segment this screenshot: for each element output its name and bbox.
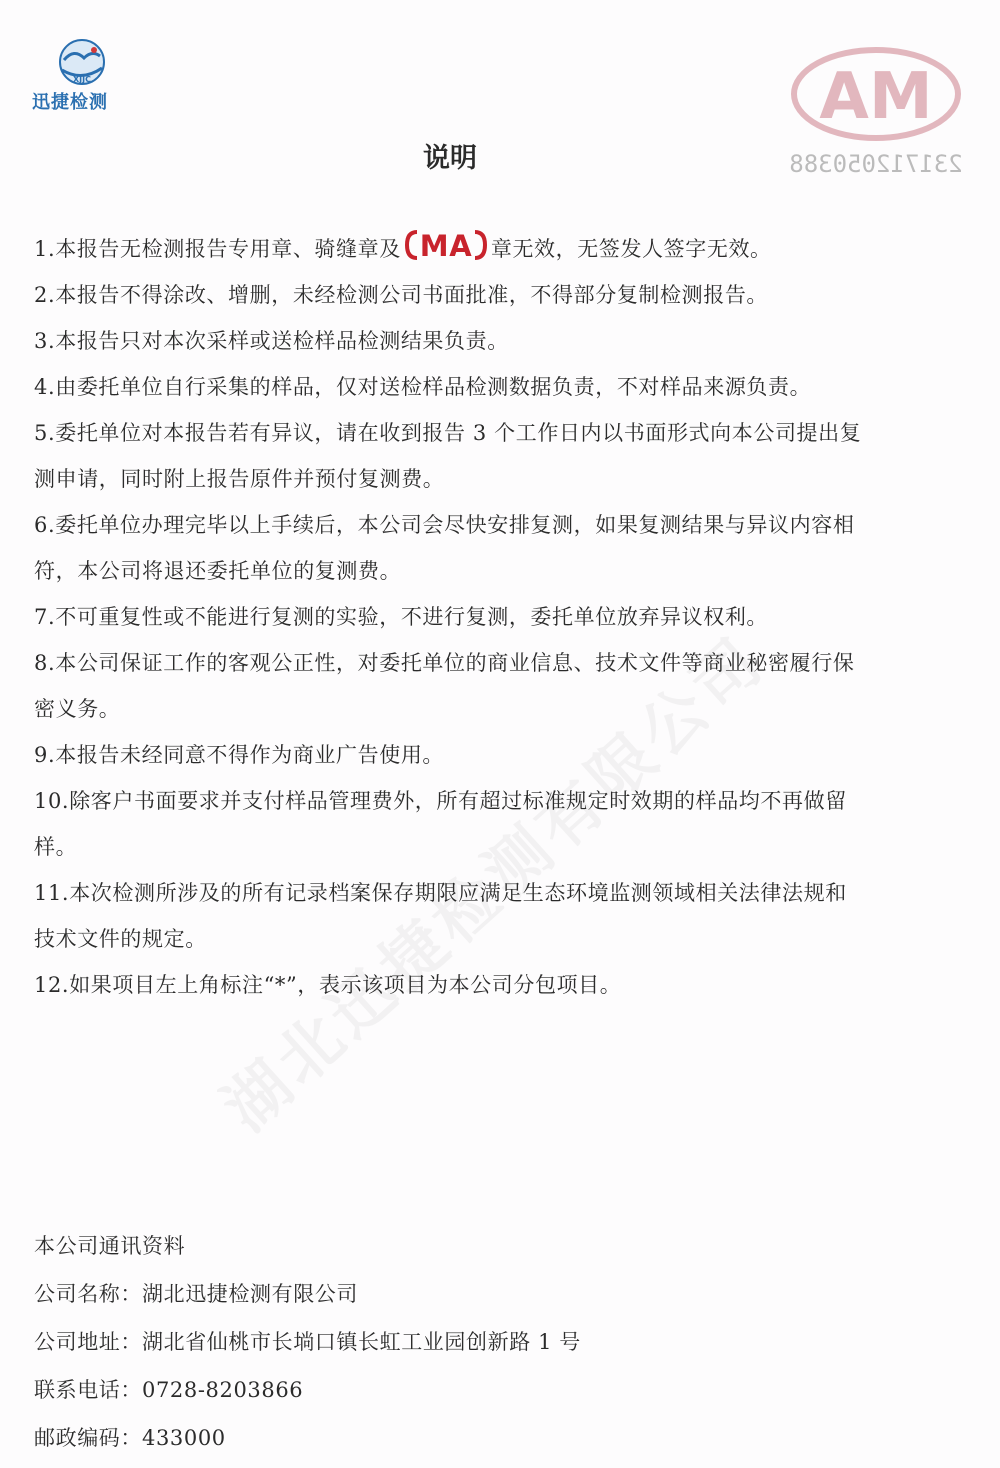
logo-initials: XJJC [73,75,91,84]
notice-item-8: 8.本公司保证工作的客观公正性，对委托单位的商业信息、技术文件等商业秘密履行保密义务。 [34,651,855,721]
company-phone: 联系电话：0728-8203866 [34,1378,304,1402]
stamp-letters: MA [819,60,933,134]
page-title: 说明 [423,143,477,174]
notice-item-4: 4.由委托单位自行采集的样品，仅对送检样品检测数据负责，不对样品来源负责。 [34,375,812,399]
notice-item-9: 9.本报告未经同意不得作为商业广告使用。 [34,743,445,767]
logo-text: 迅捷检测 [32,92,108,113]
company-address: 公司地址：湖北省仙桃市长埫口镇长虹工业园创新路 1 号 [34,1330,581,1354]
notice-item-1 [34,226,864,272]
notice-item-12: 12.如果项目左上角标注“*”，表示该项目为本公司分包项目。 [34,973,622,997]
notice-item-11: 11.本次检测所涉及的所有记录档案保存期限应满足生态环境监测领域相关法律法规和技术文件的规定。 [34,881,847,951]
notice-item-1-after: 章无效，无签发人签字无效。 [490,237,772,261]
contact-info [34,1222,894,1462]
notice-item-5: 5.委托单位对本报告若有异议，请在收到报告 3 个工作日内以书面形式向本公司提出复测申请，同时附上报告原件并预付复测费。 [34,421,862,491]
ma-mark-icon [403,228,489,262]
notice-item-3: 3.本报告只对本次采样或送检样品检测结果负责。 [34,329,509,353]
stamp-number: 231712050388 [789,150,963,178]
company-postcode: 邮政编码：433000 [34,1426,226,1450]
notice-item-2: 2.本报告不得涂改、增删，未经检测公司书面批准，不得部分复制检测报告。 [34,283,769,307]
notice-list [34,226,864,1008]
contact-heading: 本公司通讯资料 [34,1234,186,1258]
notice-item-6: 6.委托单位办理完毕以上手续后，本公司会尽快安排复测，如果复测结果与异议内容相符，本公司将退还委托单位的复测费。 [34,513,855,583]
company-name: 公司名称：湖北迅捷检测有限公司 [34,1282,358,1306]
notice-item-7: 7.不可重复性或不能进行复测的实验，不进行复测，委托单位放弃异议权利。 [34,605,769,629]
ma-mark-text: MA [419,229,473,262]
notice-item-10: 10.除客户书面要求并支付样品管理费外，所有超过标准规定时效期的样品均不再做留样。 [34,789,847,859]
notice-item-1-before: 1.本报告无检测报告专用章、骑缝章及 [34,237,401,261]
